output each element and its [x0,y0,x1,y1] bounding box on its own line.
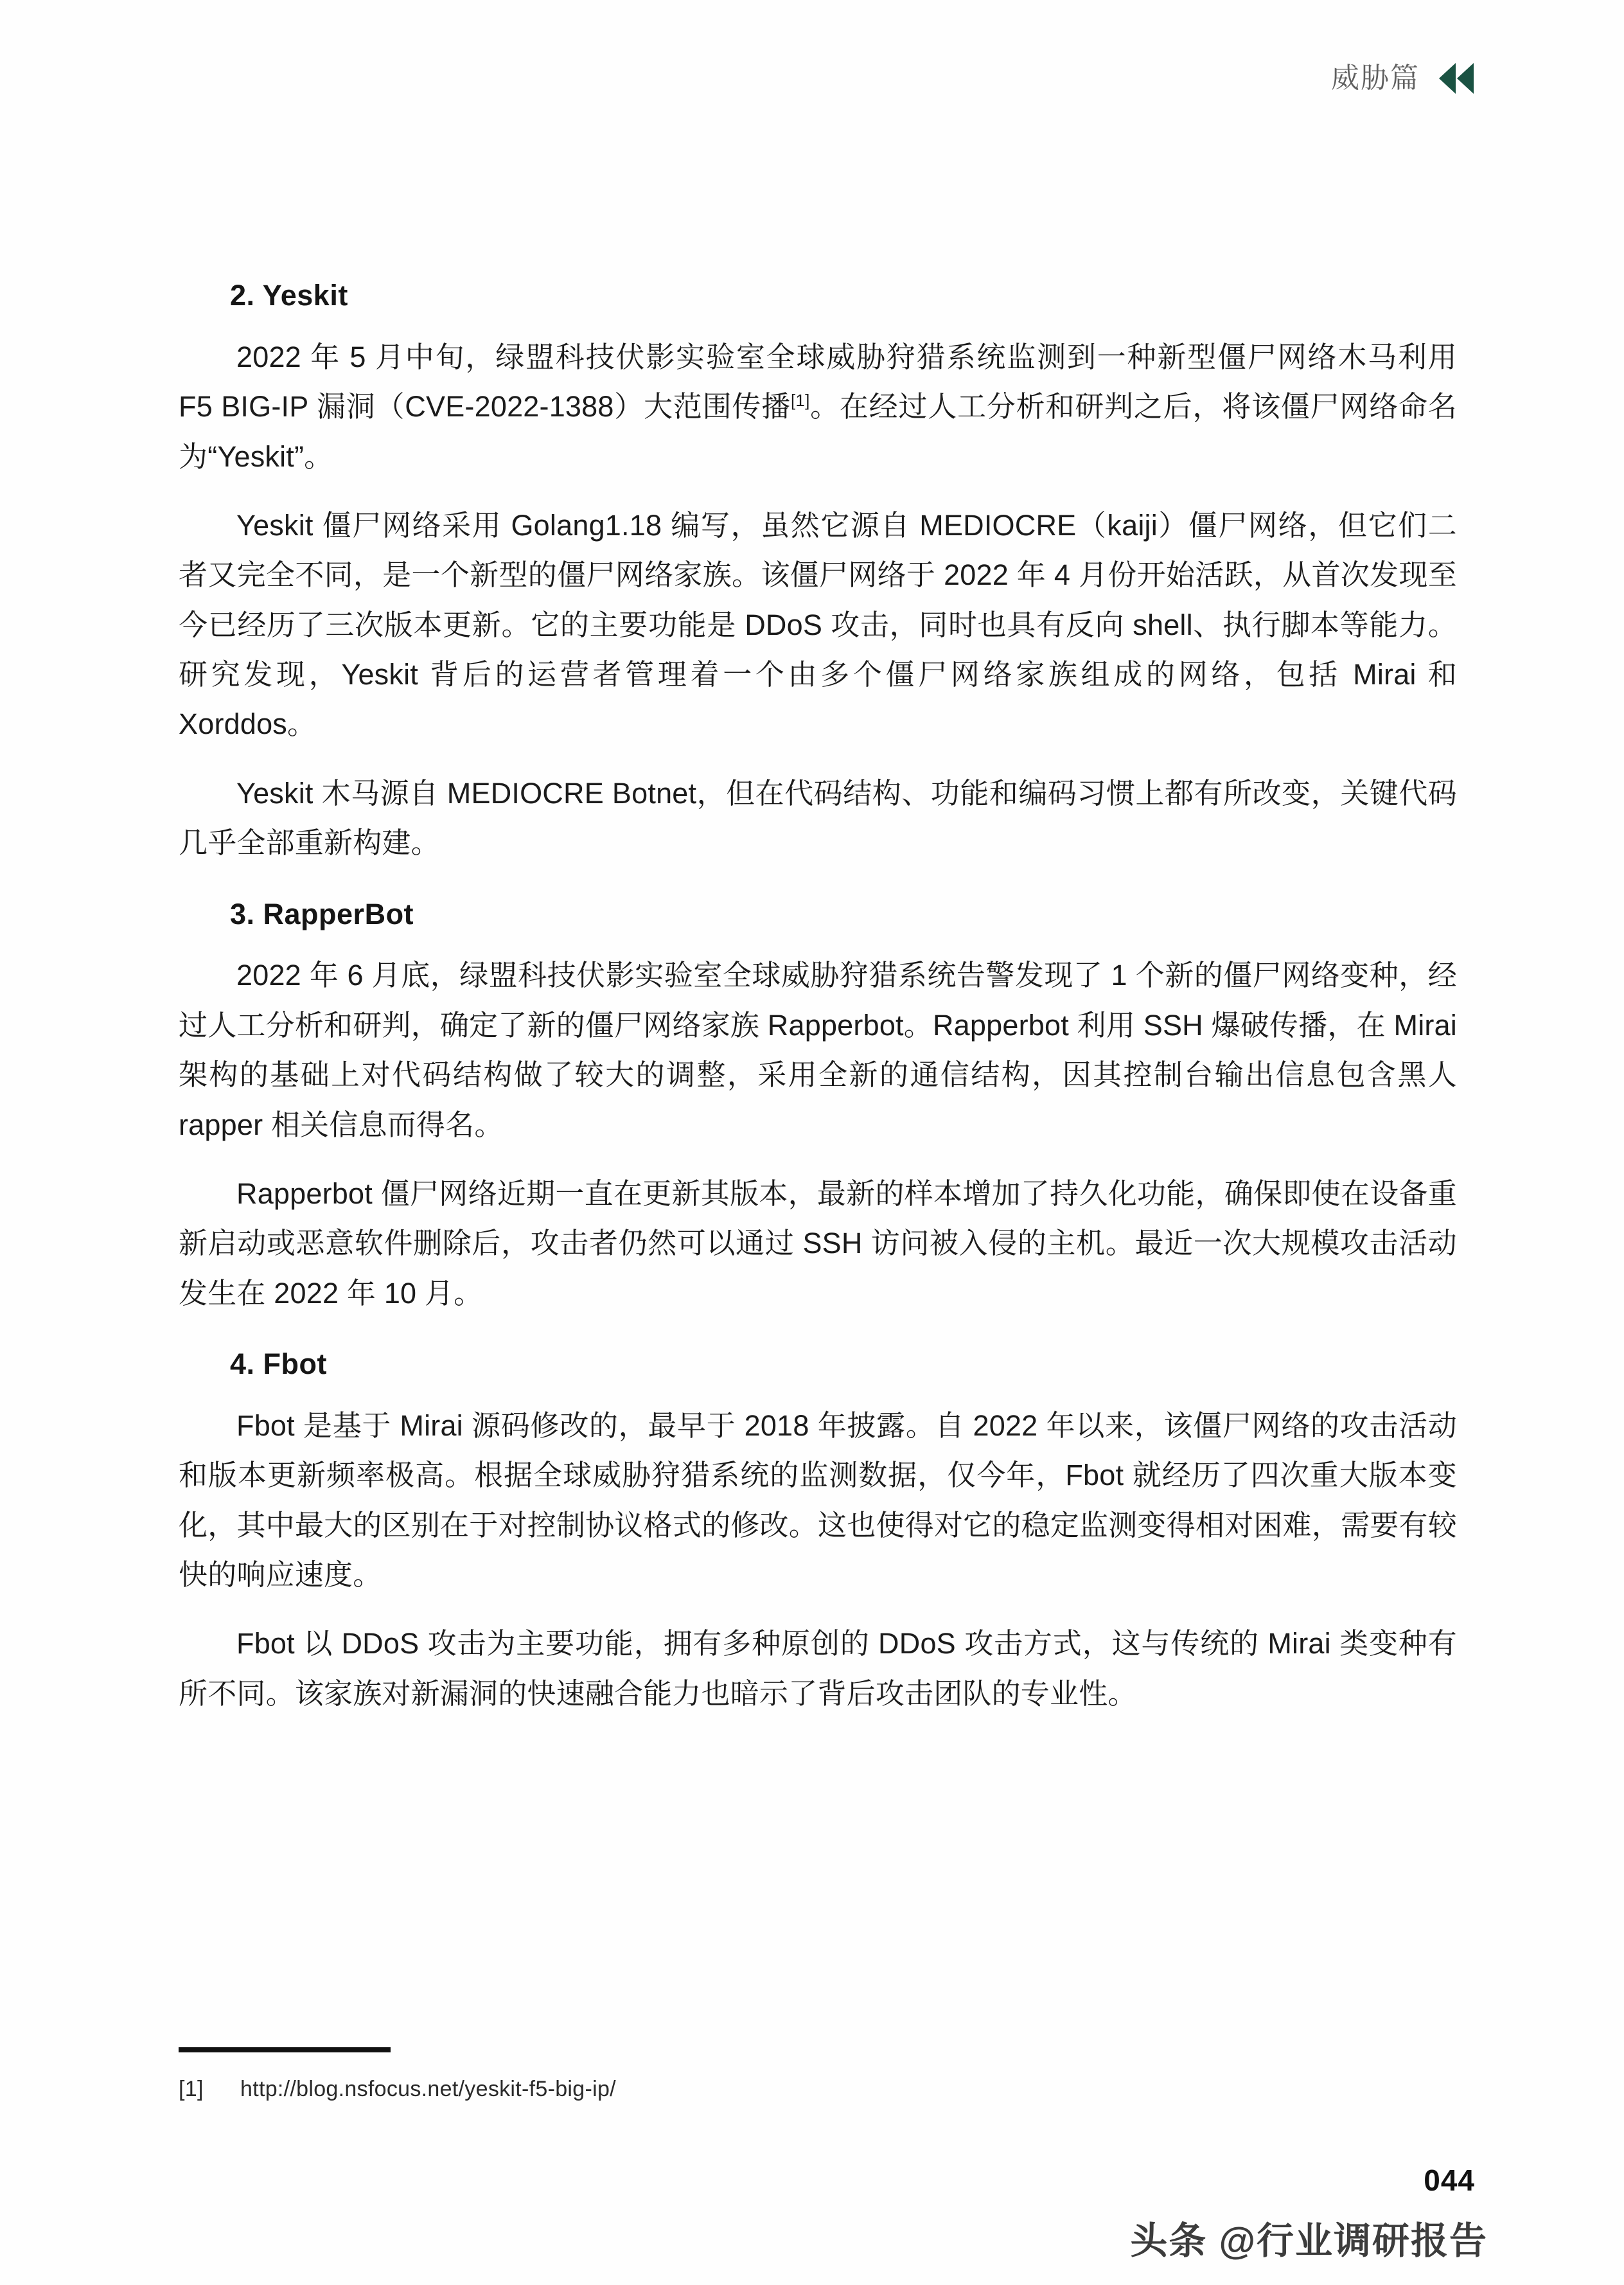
paragraph-rapperbot-1: 2022 年 6 月底，绿盟科技伏影实验室全球威胁狩猎系统告警发现了 1 个新的僵尸网络变种，经过人工分析和研判，确定了新的僵尸网络家族 Rapperbot。Rapperbot 利用 SSH 爆破传播，在 Mirai 架构的基础上对代码结构做了较大的调整，采用全新的通信结构，因其控制台输出信息包含黑人 rapper 相关信息而得名。 [179,959,1457,1141]
paragraph-yeskit-1 [179,332,1457,481]
section-rapperbot [179,895,1457,1318]
paragraph-spacer [179,1156,1457,1169]
paragraph-text-before-ref: 2022 年 5 月中旬，绿盟科技伏影实验室全球威胁狩猎系统监测到一种新型僵尸网络木马利用 F5 BIG-IP 漏洞（CVE-2022-1388）大范围传播 [179,340,1457,423]
running-header-label: 威胁篇 [1331,62,1420,94]
watermark: 头条 @行业调研报告 [1130,2220,1488,2262]
footnote-divider [179,2047,391,2052]
section-yeskit [179,276,1457,868]
section-heading-rapperbot: 3. RapperBot [230,897,414,930]
paragraph-fbot-2: Fbot 以 DDoS 攻击为主要功能，拥有多种原创的 DDoS 攻击方式，这与传统的 Mirai 类变种有所不同。该家族对新漏洞的快速融合能力也暗示了背后攻击团队的专业性。 [179,1627,1457,1710]
rewind-icon [1436,62,1476,95]
running-header [1331,62,1476,95]
paragraph-spacer [179,756,1457,769]
section-heading-fbot: 4. Fbot [230,1347,327,1381]
footnote-link[interactable]: http://blog.nsfocus.net/yeskit-f5-big-ip/ [240,2077,616,2101]
footnote-area [179,2047,1457,2102]
section-heading-yeskit: 2. Yeskit [230,279,348,312]
footnote-marker: [1] [179,2077,204,2101]
page-number: 044 [1424,2164,1475,2197]
footnote-item [179,2077,1457,2102]
footnote-ref-1[interactable]: [1] [790,391,810,411]
paragraph-yeskit-3: Yeskit 木马源自 MEDIOCRE Botnet，但在代码结构、功能和编码习惯上都有所改变，关键代码几乎全部重新构建。 [179,776,1457,860]
paragraph-rapperbot-2: Rapperbot 僵尸网络近期一直在更新其版本，最新的样本增加了持久化功能，确保即使在设备重新启动或恶意软件删除后，攻击者仍然可以通过 SSH 访问被入侵的主机。最近一次大规模攻击活动发生在 2022 年 10 月。 [179,1177,1457,1310]
paragraph-spacer [179,488,1457,501]
paragraph-text-after-ref: 。在经过人工分析和研判之后，将该僵尸网络命名为“Yeskit”。 [179,390,1457,473]
paragraph-spacer [179,1606,1457,1619]
paragraph-fbot-1: Fbot 是基于 Mirai 源码修改的，最早于 2018 年披露。自 2022 年以来，该僵尸网络的攻击活动和版本更新频率极高。根据全球威胁狩猎系统的监测数据，仅今年，Fbot 就经历了四次重大版本变化，其中最大的区别在于对控制协议格式的修改。这也使得对它的稳定监测变得相对困难，需要有较快的响应速度。 [179,1409,1457,1592]
section-fbot [179,1345,1457,1718]
document-body [179,276,1457,1718]
paragraph-yeskit-2: Yeskit 僵尸网络采用 Golang1.18 编写，虽然它源自 MEDIOCRE（kaiji）僵尸网络，但它们二者又完全不同，是一个新型的僵尸网络家族。该僵尸网络于 2022 年 4 月份开始活跃，从首次发现至今已经历了三次版本更新。它的主要功能是 DDoS 攻击，同时也具有反向 shell、执行脚本等能力。研究发现，Yeskit 背后的运营者管理着一个由多个僵尸网络家族组成的网络，包括 Mirai 和 Xorddos。 [179,508,1457,741]
